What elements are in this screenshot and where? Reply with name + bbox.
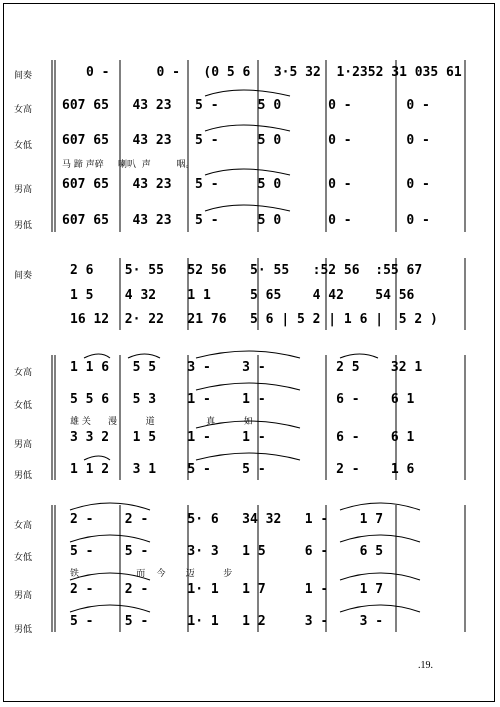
notation: 2 - 2 - 1· 1 1 7 1 - 1 7 <box>70 582 384 597</box>
part-label: 男高 <box>14 591 33 601</box>
notation: 1 1 6 5 5 3 - 3 - 2 5 32 1 <box>70 360 423 375</box>
score-row <box>0 582 500 602</box>
part-label: 女高 <box>14 105 33 115</box>
part-label: 女低 <box>14 401 33 411</box>
score-row <box>0 360 500 380</box>
score-row <box>0 512 500 532</box>
score-row <box>0 65 500 85</box>
score-row <box>0 430 500 450</box>
notation: 5 5 6 5 3 1 - 1 - 6 - 6 1 <box>70 392 415 407</box>
lyric-line: 马 蹄 声碎 喇叭 声 咽。 <box>62 160 195 170</box>
part-label: 间奏 <box>14 71 33 81</box>
part-label: 女低 <box>14 141 33 151</box>
part-label: 男高 <box>14 185 33 195</box>
score-row <box>0 392 500 412</box>
score-row <box>0 544 500 564</box>
score-row <box>0 177 500 197</box>
notation: 607 65 43 23 5 - 5 0 0 - 0 - <box>62 98 430 113</box>
notation: 5 - 5 - 3· 3 1 5 6 - 6 5 <box>70 544 384 559</box>
notation: 1 5 4 32 1 1 5 65 4 42 54 56 <box>70 288 415 303</box>
lyric-line: 雄 关 漫 道 真 如 <box>70 417 253 427</box>
score-row <box>0 312 500 332</box>
score-row <box>0 614 500 634</box>
notation: 1 1 2 3 1 5 - 5 - 2 - 1 6 <box>70 462 415 477</box>
score-row <box>0 98 500 118</box>
notation: 607 65 43 23 5 - 5 0 0 - 0 - <box>62 213 430 228</box>
notation: 607 65 43 23 5 - 5 0 0 - 0 - <box>62 177 430 192</box>
score-row <box>0 263 500 283</box>
notation: 0 - 0 - (0 5 6 3·5 32 1·2352 31 035 61 <box>86 65 462 80</box>
notation: 3 3 2 1 5 1 - 1 - 6 - 6 1 <box>70 430 415 445</box>
part-label: 男低 <box>14 221 33 231</box>
notation: 607 65 43 23 5 - 5 0 0 - 0 - <box>62 133 430 148</box>
page-number: .19. <box>418 660 433 671</box>
part-label: 女高 <box>14 521 33 531</box>
score-row <box>0 133 500 153</box>
part-label: 男高 <box>14 440 33 450</box>
lyric-line: 铁 而 今 迈 步 <box>70 569 233 579</box>
score-row <box>0 213 500 233</box>
notation: 2 - 2 - 5· 6 34 32 1 - 1 7 <box>70 512 384 527</box>
score-row <box>0 288 500 308</box>
notation: 2 6 5· 55 52 56 5· 55 :52 56 :55 67 <box>70 263 423 278</box>
score-row <box>0 462 500 482</box>
part-label: 间奏 <box>14 271 33 281</box>
part-label: 男低 <box>14 625 33 635</box>
notation: 5 - 5 - 1· 1 1 2 3 - 3 - <box>70 614 384 629</box>
part-label: 男低 <box>14 471 33 481</box>
notation: 16 12 2· 22 21 76 5 6 | 5 2 | 1 6 | 5 2 ) <box>70 312 438 327</box>
part-label: 女低 <box>14 553 33 563</box>
part-label: 女高 <box>14 368 33 378</box>
